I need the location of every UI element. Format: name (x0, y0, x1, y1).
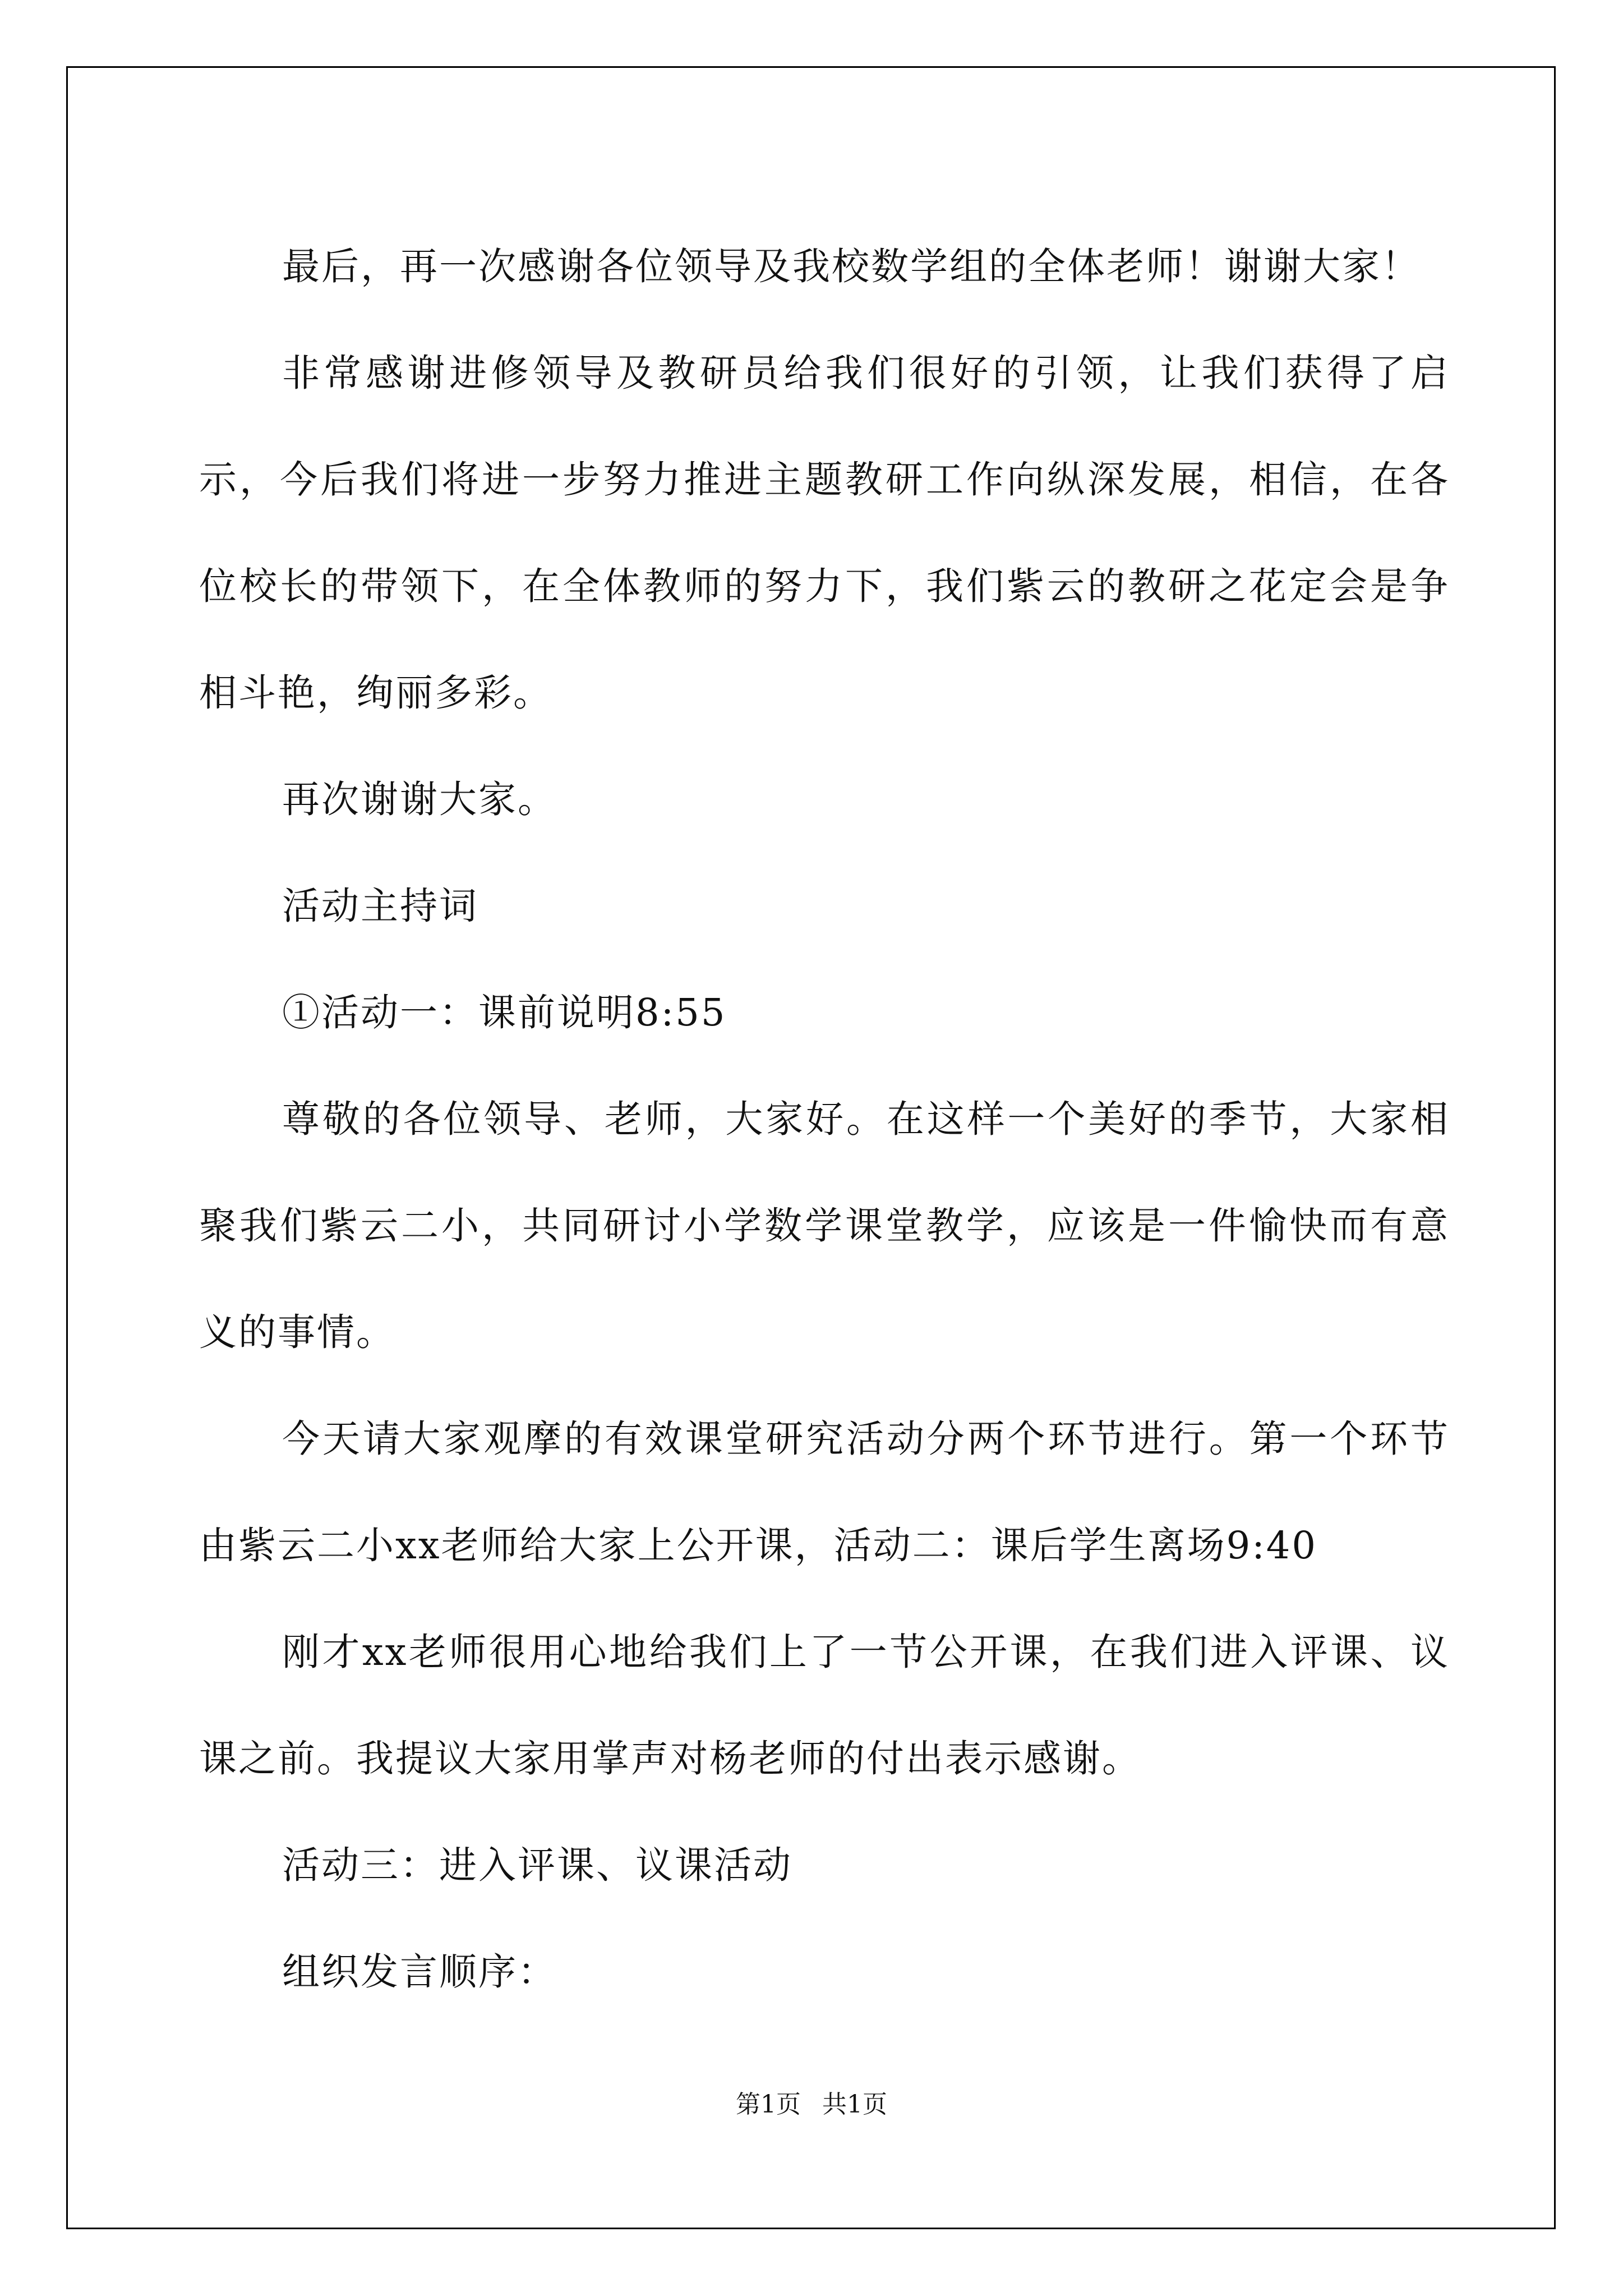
section-heading-host-script: 活动主持词 (282, 884, 478, 928)
page-number-total: 共1页 (822, 2090, 887, 2119)
paragraph-closing-thanks: 最后，再一次感谢各位领导及我校数学组的全体老师！谢谢大家！ (282, 245, 1421, 288)
paragraph-open-class-thanks: 刚才xx老师很用心地给我们上了一节公开课，在我们进入评课、议课之前。我提议大家用掌声对杨老师的付出表示感谢。 (199, 1630, 1450, 1780)
paragraph-activity-overview: 今天请大家观摩的有效课堂研究活动分两个环节进行。第一个环节由紫云二小xx老师给大家上公开课，活动二：课后学生离场9:40 (199, 1417, 1450, 1567)
page-footer (0, 2084, 1623, 2120)
document-body (199, 213, 1450, 2025)
speaking-order-heading: 组织发言顺序： (282, 1950, 557, 1994)
activity-three-heading: 活动三：进入评课、议课活动 (282, 1843, 792, 1887)
paragraph-acknowledgement: 非常感谢进修领导及教研员给我们很好的引领，让我们获得了启示，今后我们将进一步努力推进主题教研工作向纵深发展，相信，在各位校长的带领下，在全体教师的努力下，我们紫云的教研之花定会是争相斗艳，绚丽多彩。 (199, 351, 1450, 715)
paragraph-thanks-again: 再次谢谢大家。 (282, 777, 557, 821)
activity-one-heading: ①活动一：课前说明8:55 (282, 991, 727, 1034)
paragraph-welcome: 尊敬的各位领导、老师，大家好。在这样一个美好的季节，大家相聚我们紫云二小，共同研讨小学数学课堂教学，应该是一件愉快而有意义的事情。 (199, 1097, 1450, 1354)
page-number-current: 第1页 (736, 2090, 801, 2119)
